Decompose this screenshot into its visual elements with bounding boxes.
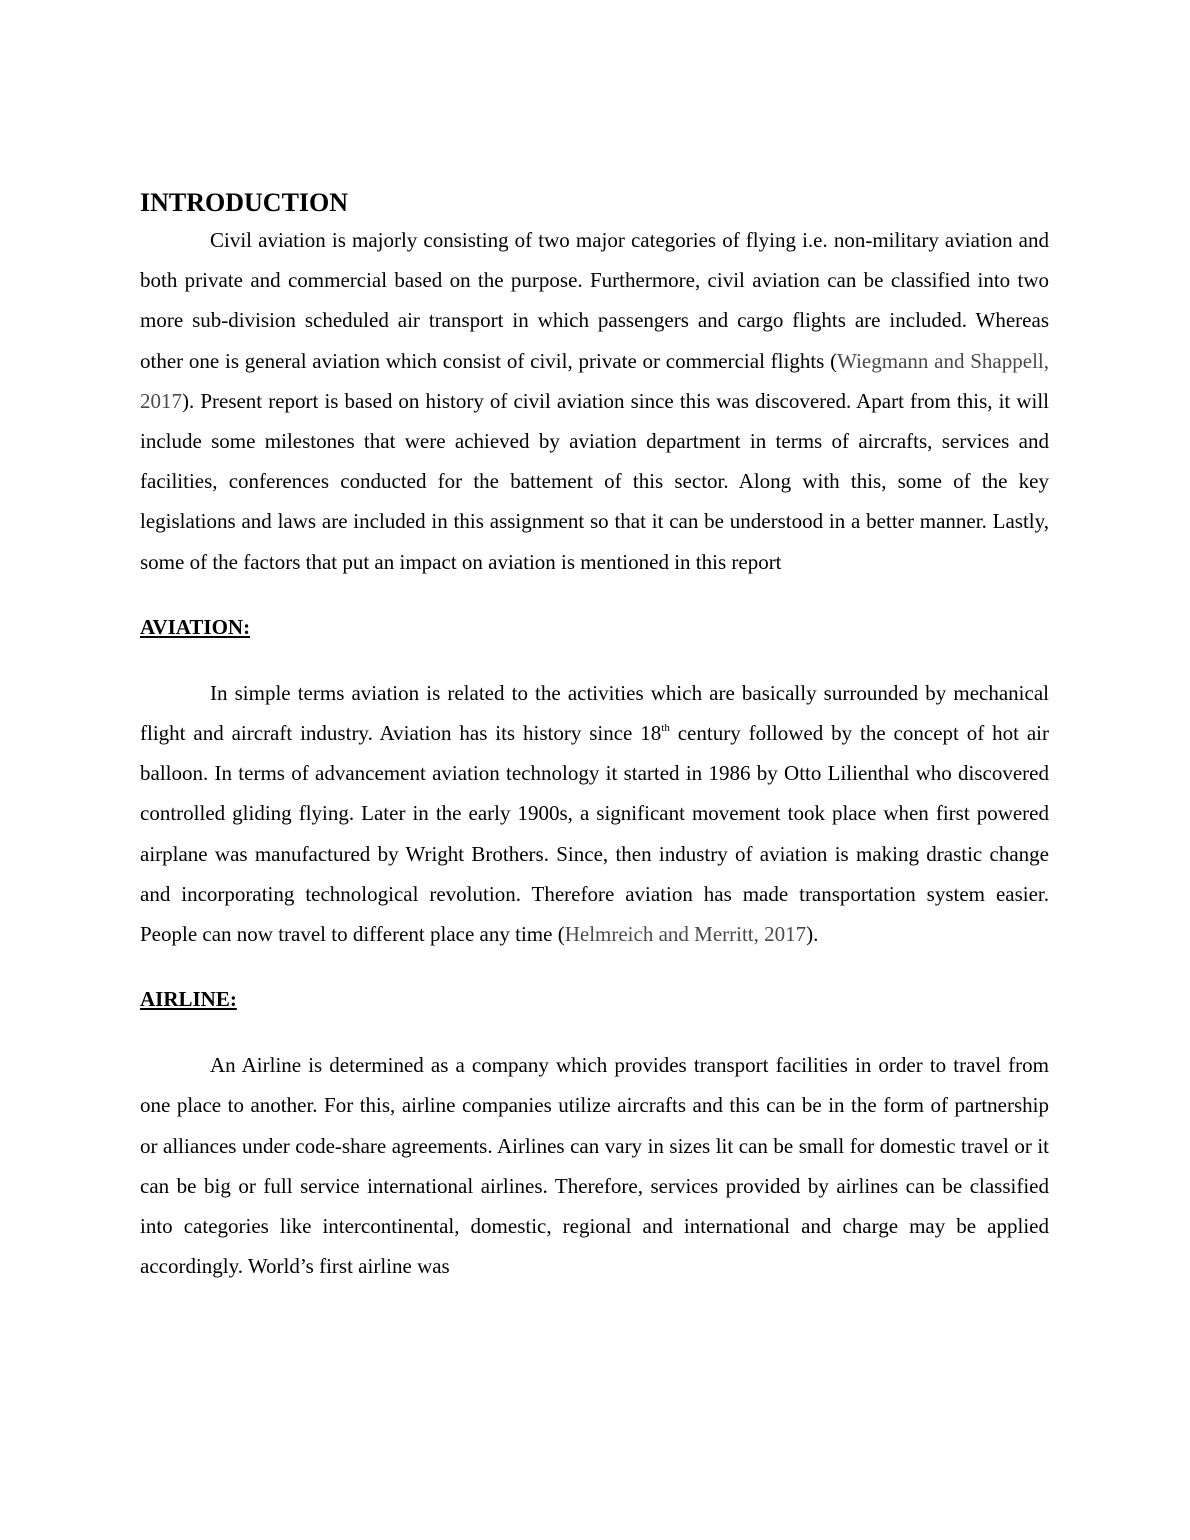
airline-heading: AIRLINE:	[140, 987, 237, 1012]
aviation-citation: Helmreich and Merritt, 2017	[564, 922, 807, 947]
intro-heading: INTRODUCTION	[140, 188, 349, 217]
aviation-text-1: In simple terms aviation is related to the activities which are basically surrounded by mechanical flight and aircraft industry. Aviation has its history since 18	[140, 680, 1049, 746]
intro-text-2: ). Present report is based on history of civil aviation since this was discovered. Apart from this, it will include some milestones that were achieved by aviation department in terms of aircrafts, services and facilities, conferences conducted for the battement of this sector. Along with this, some of the key legislations and laws are included in this assignment so that it can be understood in a better manner. Lastly, some of the factors that put an impact on aviation is mentioned in this report	[140, 388, 1049, 574]
aviation-paragraph	[140, 673, 1049, 954]
aviation-superscript: th	[661, 722, 670, 735]
aviation-heading: AVIATION:	[140, 614, 251, 639]
airline-paragraph	[140, 1045, 1049, 1286]
aviation-text-3: ).	[806, 922, 819, 947]
airline-text: An Airline is determined as a company which provides transport facilities in order to travel from one place to another. For this, airline companies utilize aircrafts and this can be in the form of partnership or alliances under code-share agreements. Airlines can vary in sizes lit can be small for domestic travel or it can be big or full service international airlines. Therefore, services provided by airlines can be classified into categories like intercontinental, domestic, regional and international and charge may be applied accordingly. World’s first airline was	[140, 1053, 1049, 1279]
intro-text-1: Civil aviation is majorly consisting of two major categories of flying i.e. non-military aviation and both private and commercial based on the purpose. Furthermore, civil aviation can be classified into two more sub-division scheduled air transport in which passengers and cargo flights are included. Whereas other one is general aviation which consist of civil, private or commercial flights (	[140, 228, 1049, 373]
intro-citation: Wiegmann and Shappell, 2017	[140, 348, 1049, 413]
aviation-text-2: century followed by the concept of hot air balloon. In terms of advancement aviation technology it started in 1986 by Otto Lilienthal who discovered controlled gliding flying. Later in the early 1900s, a significant movement took place when first powered airplane was manufactured by Wright Brothers. Since, then industry of aviation is making drastic change and incorporating technological revolution. Therefore aviation has made transportation system easier. People can now travel to different place any time (	[140, 721, 1049, 947]
document-page	[140, 186, 1049, 1286]
intro-paragraph	[140, 220, 1049, 582]
